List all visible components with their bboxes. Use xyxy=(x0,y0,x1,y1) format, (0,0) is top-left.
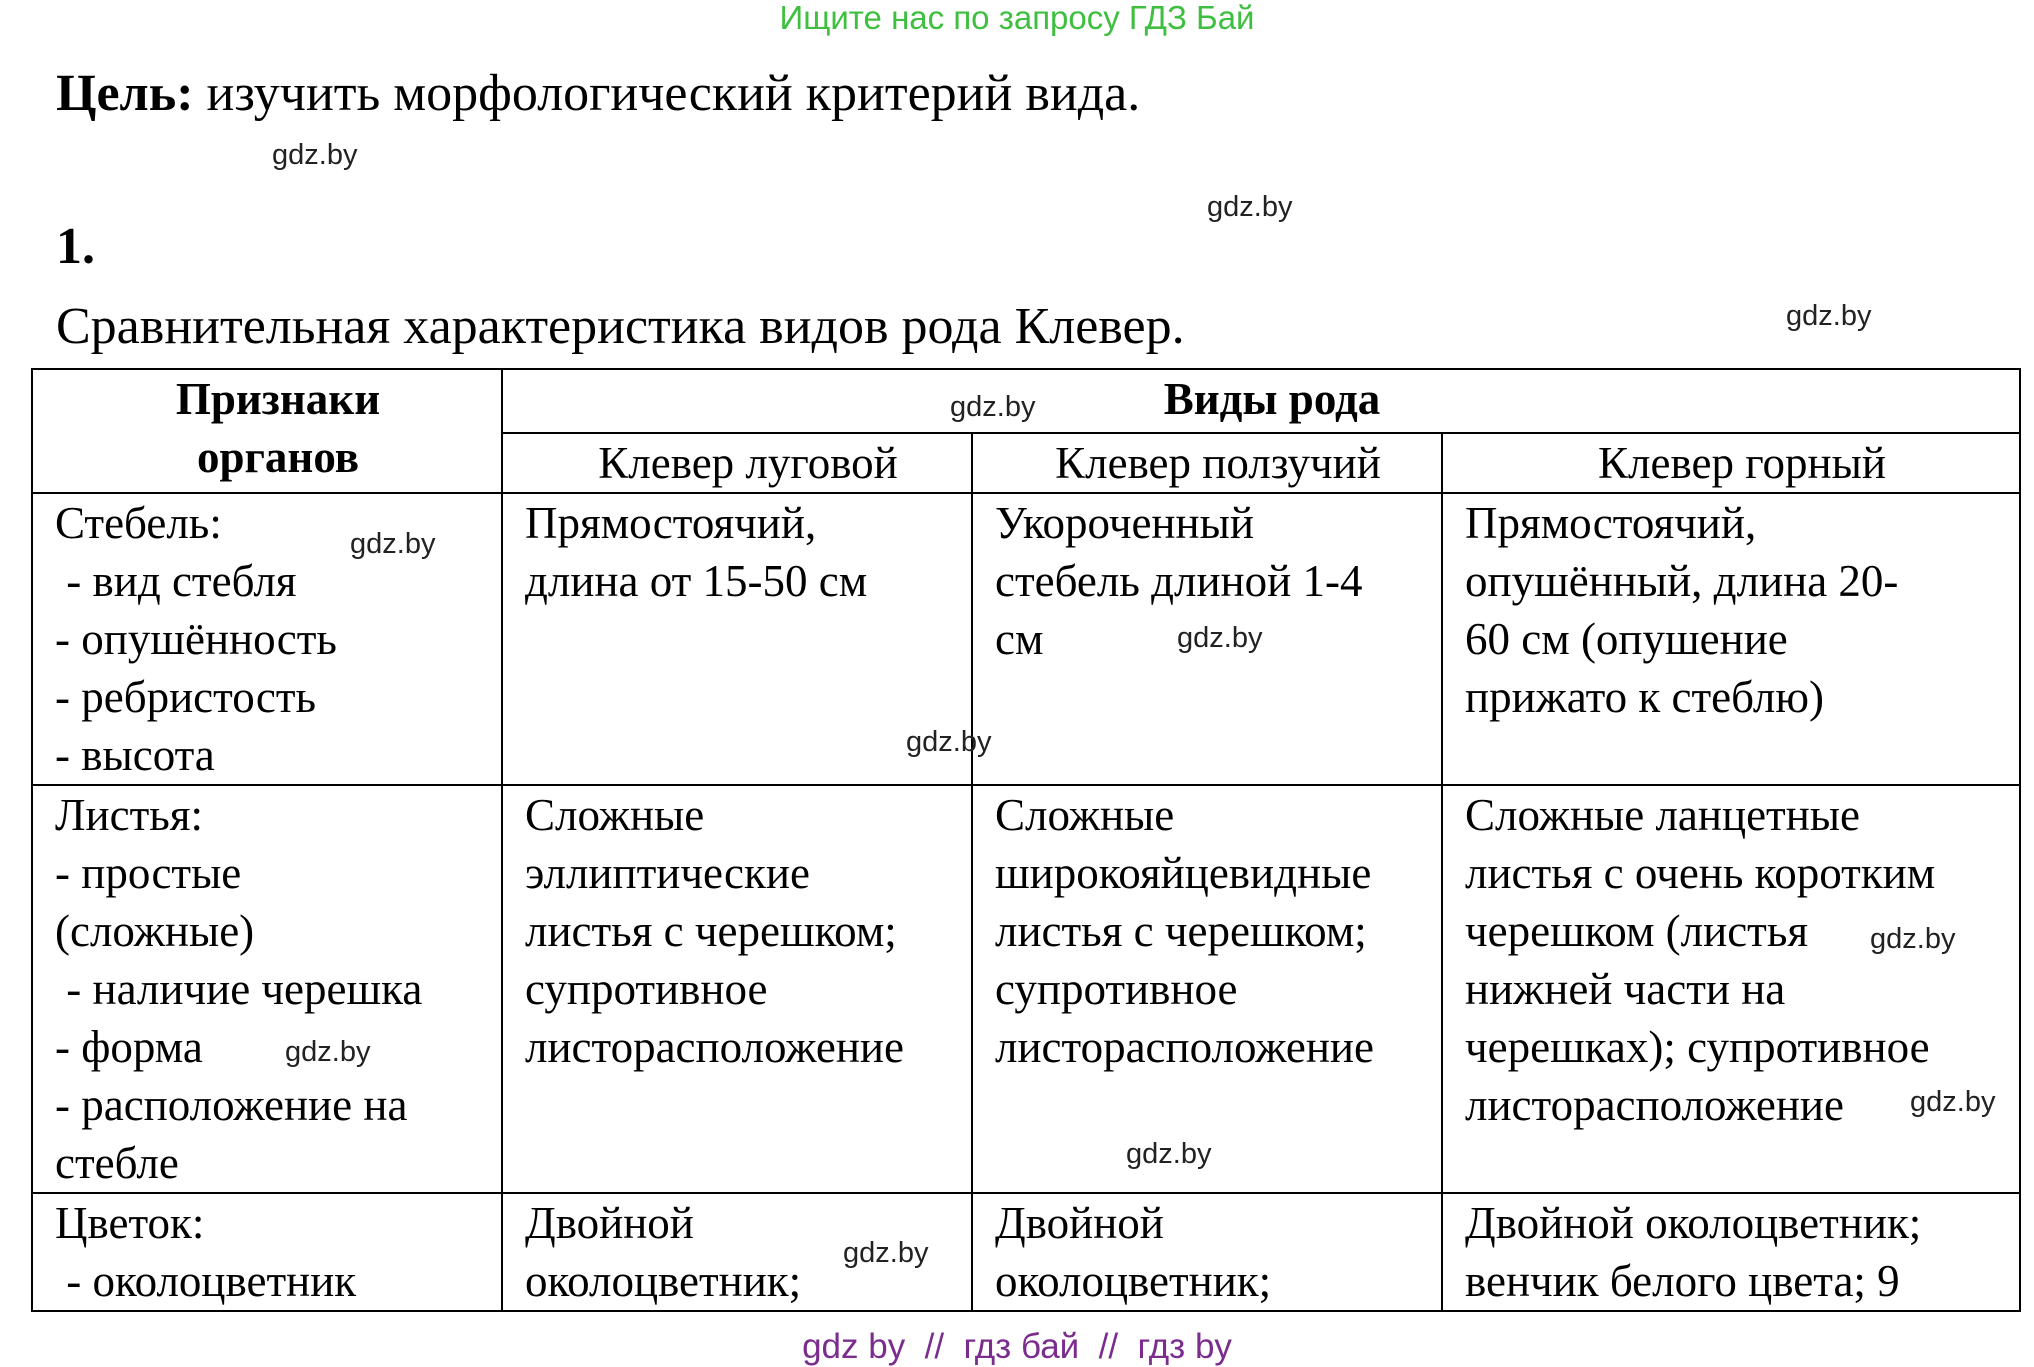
cell-line: стебель длиной 1-4 xyxy=(995,556,1363,606)
feature-line: Цветок: xyxy=(55,1198,205,1248)
table-row-stem xyxy=(32,493,2020,785)
cell-line: листья с черешком; xyxy=(525,906,897,956)
header-species-2: Клевер ползучий xyxy=(972,433,1442,493)
watermark: gdz.by xyxy=(272,139,358,171)
species-cell xyxy=(1442,1193,2020,1311)
cell-line: 60 см (опушение xyxy=(1465,614,1788,664)
cell-line: листорасположение xyxy=(995,1022,1374,1072)
watermark: gdz.by xyxy=(906,726,992,758)
header-features-line: Признаки xyxy=(175,374,381,424)
goal-text: изучить морфологический критерий вида. xyxy=(193,65,1141,122)
feature-line: - расположение на xyxy=(55,1080,408,1130)
species-cell xyxy=(502,785,972,1193)
feature-line: - простые xyxy=(55,848,242,898)
feature-cell xyxy=(32,785,502,1193)
header-features-line: органов xyxy=(196,432,360,482)
header-species-3: Клевер горный xyxy=(1442,433,2020,493)
cell-line: листорасположение xyxy=(525,1022,904,1072)
cell-line: супротивное xyxy=(995,964,1238,1014)
cell-line: Двойной xyxy=(525,1198,694,1248)
cell-line: опушённый, длина 20- xyxy=(1465,556,1899,606)
cell-line: Двойной xyxy=(995,1198,1164,1248)
cell-line: листья с черешком; xyxy=(995,906,1367,956)
table-row-flower xyxy=(32,1193,2020,1311)
goal-label: Цель: xyxy=(56,65,194,122)
cell-line: эллиптические xyxy=(525,848,810,898)
cell-line: черешках); супротивное xyxy=(1465,1022,1930,1072)
cell-line: широкояйцевидные xyxy=(995,848,1372,898)
cell-line: Прямостоячий, xyxy=(525,498,817,548)
cell-line: околоцветник; xyxy=(525,1256,802,1306)
watermark: gdz.by xyxy=(1786,300,1872,332)
cell-line: листья с очень коротким xyxy=(1465,848,1936,898)
feature-line: - наличие черешка xyxy=(55,964,423,1014)
feature-line: - околоцветник xyxy=(55,1256,357,1306)
header-species-1: Клевер луговой xyxy=(502,433,972,493)
cell-line: Сложные xyxy=(525,790,705,840)
header-features xyxy=(32,369,502,493)
feature-line: - опушённость xyxy=(55,614,337,664)
feature-line: - форма xyxy=(55,1022,203,1072)
cell-line: нижней части на xyxy=(1465,964,1786,1014)
watermark: gdz.by xyxy=(350,528,436,560)
feature-line: - ребристость xyxy=(55,672,317,722)
feature-line: (сложные) xyxy=(55,906,255,956)
watermark: gdz.by xyxy=(1910,1086,1996,1118)
cell-line: супротивное xyxy=(525,964,768,1014)
species-cell xyxy=(972,785,1442,1193)
feature-line: Листья: xyxy=(55,790,203,840)
cell-line: Укороченный xyxy=(995,498,1254,548)
cell-line: Сложные xyxy=(995,790,1175,840)
species-cell xyxy=(1442,493,2020,785)
cell-line: длина от 15-50 см xyxy=(525,556,868,606)
feature-line: стебле xyxy=(55,1138,179,1188)
comparison-table xyxy=(31,368,2021,1312)
watermark: gdz.by xyxy=(1177,622,1263,654)
feature-cell xyxy=(32,1193,502,1311)
table-heading: Сравнительная характеристика видов рода Клевер. xyxy=(56,298,1185,355)
species-cell xyxy=(972,1193,1442,1311)
watermark: gdz.by xyxy=(1870,923,1956,955)
task-number: 1. xyxy=(56,218,95,275)
cell-line: Двойной околоцветник; xyxy=(1465,1198,1922,1248)
table-row-leaves xyxy=(32,785,2020,1193)
cell-line: Сложные ланцетные xyxy=(1465,790,1861,840)
footer-watermark: gdz by // гдз бай // гдз by xyxy=(802,1327,1232,1366)
cell-line: черешком (листья xyxy=(1465,906,1809,956)
cell-line: венчик белого цвета; 9 xyxy=(1465,1256,1900,1306)
header-species-group: Виды рода xyxy=(502,369,2020,433)
feature-line: Стебель: xyxy=(55,498,222,548)
top-banner: Ищите нас по запросу ГДЗ Бай xyxy=(779,0,1255,36)
watermark: gdz.by xyxy=(1207,191,1293,223)
species-cell xyxy=(1442,785,2020,1193)
watermark: gdz.by xyxy=(1126,1138,1212,1170)
cell-line: околоцветник; xyxy=(995,1256,1272,1306)
cell-line: листорасположение xyxy=(1465,1080,1844,1130)
species-cell xyxy=(502,493,972,785)
feature-line: - вид стебля xyxy=(55,556,297,606)
cell-line: прижато к стеблю) xyxy=(1465,672,1824,722)
watermark: gdz.by xyxy=(950,391,1036,423)
cell-line: Прямостоячий, xyxy=(1465,498,1757,548)
watermark: gdz.by xyxy=(843,1237,929,1269)
goal-line xyxy=(56,62,1140,126)
watermark: gdz.by xyxy=(285,1036,371,1068)
cell-line: см xyxy=(995,614,1044,664)
feature-line: - высота xyxy=(55,730,215,780)
